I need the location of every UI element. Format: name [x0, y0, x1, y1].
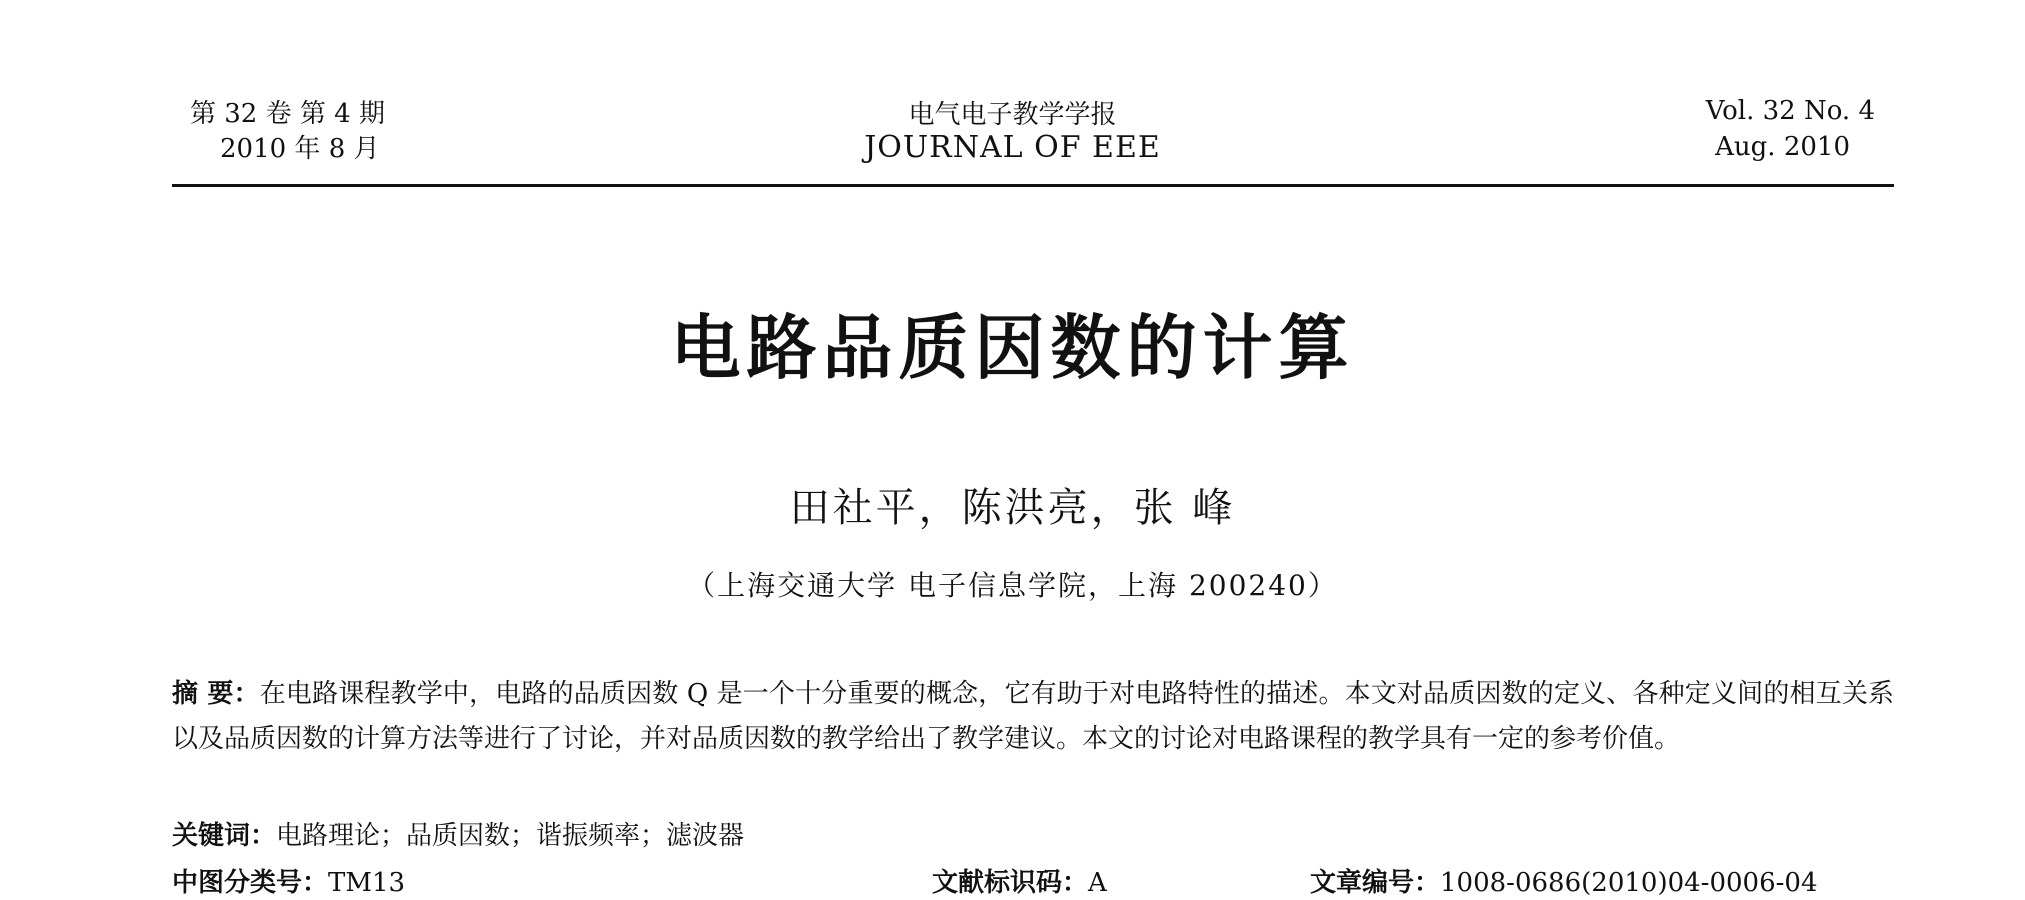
article-number: [1310, 862, 1818, 899]
affiliation: （上海交通大学 电子信息学院，上海 200240）: [687, 569, 1338, 602]
journal-title-cn: 电气电子教学学报: [908, 100, 1117, 130]
abstract-label: 摘 要：: [172, 679, 260, 709]
volume-en: Vol. 32 No. 4: [1705, 96, 1875, 126]
keywords: [172, 815, 1894, 852]
volume-issue: 第 32 卷 第 4 期: [190, 99, 385, 129]
abstract-text: 在电路课程教学中，电路的品质因数 Q 是一个十分重要的概念，它有助于对电路特性的描述。本文对品质因数的定义、各种定义间的相互关系以及品质因数的计算方法等进行了讨论，并对品质因数的教学给出了教学建议。本文的讨论对电路课程的教学具有一定的参考价值。: [172, 679, 1894, 754]
keywords-text: 电路理论；品质因数；谐振频率；滤波器: [276, 821, 745, 851]
doc-code-label: 文献标识码：: [932, 868, 1089, 898]
date-en: Aug. 2010: [1715, 132, 1850, 162]
article-title: 电路品质因数的计算: [670, 307, 1355, 389]
article-no-value: 1008-0686(2010)04-0006-04: [1440, 868, 1818, 898]
abstract: [172, 672, 1894, 762]
clc-number: [172, 862, 405, 899]
authors: 田社平，陈洪亮，张 峰: [789, 485, 1236, 531]
document-code: [932, 862, 1107, 899]
journal-title-en: JOURNAL OF EEE: [864, 130, 1161, 165]
doc-code-value: A: [1088, 868, 1107, 898]
date-cn: 2010 年 8 月: [220, 134, 380, 164]
header-rule: [172, 184, 1894, 187]
keywords-label: 关键词：: [172, 821, 277, 851]
article-no-label: 文章编号：: [1310, 868, 1441, 898]
clc-value: TM13: [328, 868, 406, 898]
clc-label: 中图分类号：: [172, 868, 329, 898]
